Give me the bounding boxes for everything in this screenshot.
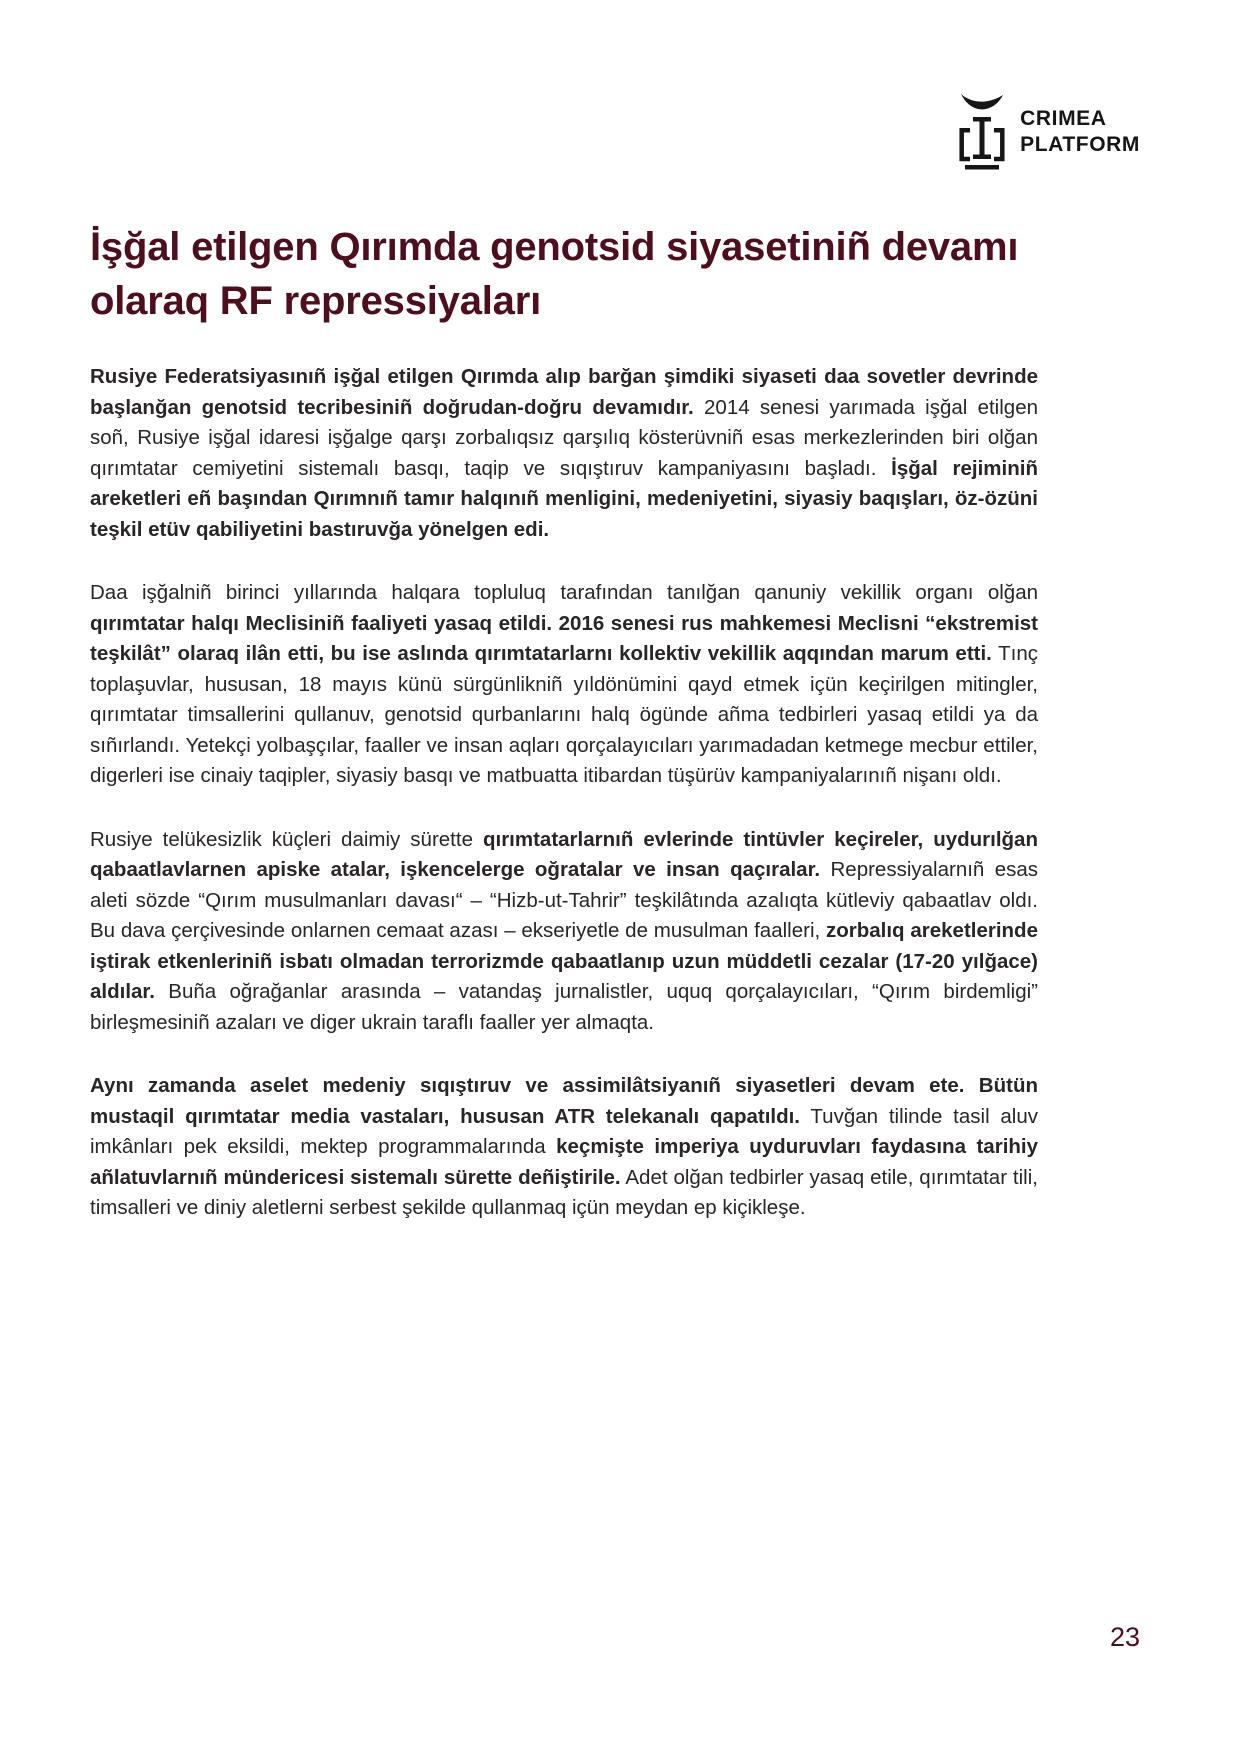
brand-name — [1020, 106, 1140, 157]
text-run: İşğal rejiminiñ areketleri eñ başından Qırımnıñ tamır halqınıñ menligini, medeniyetini, siyasiy baqışları, öz-özüni teşkil etüv qabiliyetini bastıruvğa yönelgen edi. — [90, 456, 1038, 541]
text-run: Buña oğrağanlar arasında – vatandaş jurnalistler, uquq qorçalayıcıları, “Qırım birdemligi” birleşmesiniñ azaları ve diger ukrain taraflı faaller yer almaqta. — [90, 980, 1038, 1034]
text-run: qırımtatar halqı Meclisiniñ faaliyeti yasaq etildi. 2016 senesi rus mahkemesi Meclisni “ekstremist teşkilât” olaraq ilân etti, bu ise aslında qırımtatarlarnı kollektiv vekillik aqqından marum etti. — [90, 611, 1038, 665]
text-run: keçmişte imperiya uyduruvları faydasına tarihiy añlatuvlarnıñ mündericesi sistemalı sürette deñiştirile. — [90, 1135, 1039, 1189]
text-run: Tınç toplaşuvlar, hususan, 18 mayıs künü sürgünlikniñ yıldönümini qayd etmek içün keçirilgen mitingler, qırımtatar timsallerini qullanuv, genotsid qurbanlarını halq ögünde añma tedbirleri yasaq etildi ya da sıñırlandı. Yetekçi yolbaşçılar, faaller ve insan aqları qorçalayıcıları yarımadadan ketmege mecbur ettiler, digerleri ise cinaiy taqipler, siyasiy basqı ve matbuatta itibardan tüşürüv kampaniyalarınıñ nişanı oldı. — [90, 642, 1039, 787]
text-run: qırımtatarlarnıñ evlerinde tintüvler keçireler, uydurılğan qabaatlavlarnen apiske atalar, işkencelerge oğratalar ve insan qaçıralar. — [90, 827, 1038, 881]
text-run: Repressiyalarnıñ esas aleti sözde “Qırım musulmanları davası“ – “Hizb-ut-Tahrir” teşkilâtında azalıqta kütleviy qabaatlav oldı. Bu dava çerçivesinde onlarnen cemaat azası – ekseriyetle de musulman faalleri, — [90, 858, 1038, 942]
paragraph — [90, 1071, 1038, 1224]
text-run: Rusiye telükesizlik küçleri daimiy sürette — [90, 827, 483, 851]
text-run: 2014 senesi yarımada işğal etilgen soñ, Rusiye işğal idaresi işğalge qarşı zorbalıqsız qarşılıq kösterüvniñ esas merkezlerinden biri olğan qırımtatar cemiyetini sistemalı basqı, taqip ve sıqıştıruv kampaniyasını başladı. — [90, 395, 1038, 480]
page-number: 23 — [1109, 1622, 1140, 1652]
page-content — [90, 0, 1038, 1257]
page-title: İşğal etilgen Qırımda genotsid siyasetiniñ devamı olaraq RF repressiyaları — [90, 225, 1019, 323]
text-run: Aynı zamanda aselet medeniy sıqıştıruv ve assimilâtsiyanıñ siyasetleri devam ete. Bütün mustaqil qırımtatar media vastaları, hususan ATR telekanalı qapatıldı. — [90, 1074, 1038, 1128]
paragraph — [90, 362, 1038, 545]
body-text — [90, 362, 1038, 1224]
text-run: Rusiye Federatsiyasınıñ işğal etilgen Qırımda alıp barğan şimdiki siyaseti daa sovetler devrinde başlanğan genotsid tecribesiniñ doğrudan-doğru devamıdır. — [90, 365, 1038, 419]
brand-name-line1: CRIMEA — [1020, 107, 1107, 131]
text-run: Adet olğan tedbirler yasaq etile, qırımtatar tili, timsalleri ve diniy aletlerni serbest şekilde qullanmaq içün meydan ep kiçikleşe. — [90, 1165, 1038, 1219]
text-run: zorbalıq areketlerinde iştirak etkenleriniñ isbatı olmadan terrorizmde qabaatlanıp uzun müddetli cezalar (17-20 yılğace) aldılar. — [90, 919, 1038, 1003]
paragraph — [90, 578, 1038, 792]
paragraph — [90, 825, 1038, 1039]
text-run: Daa işğalniñ birinci yıllarında halqara topluluq tarafından tanılğan qanuniy vekillik organı olğan — [90, 581, 1038, 604]
text-run: Tuvğan tilinde tasil aluv imkânları pek eksildi, mektep programmalarında — [90, 1104, 1039, 1158]
brand-name-line2: PLATFORM — [1020, 133, 1140, 156]
